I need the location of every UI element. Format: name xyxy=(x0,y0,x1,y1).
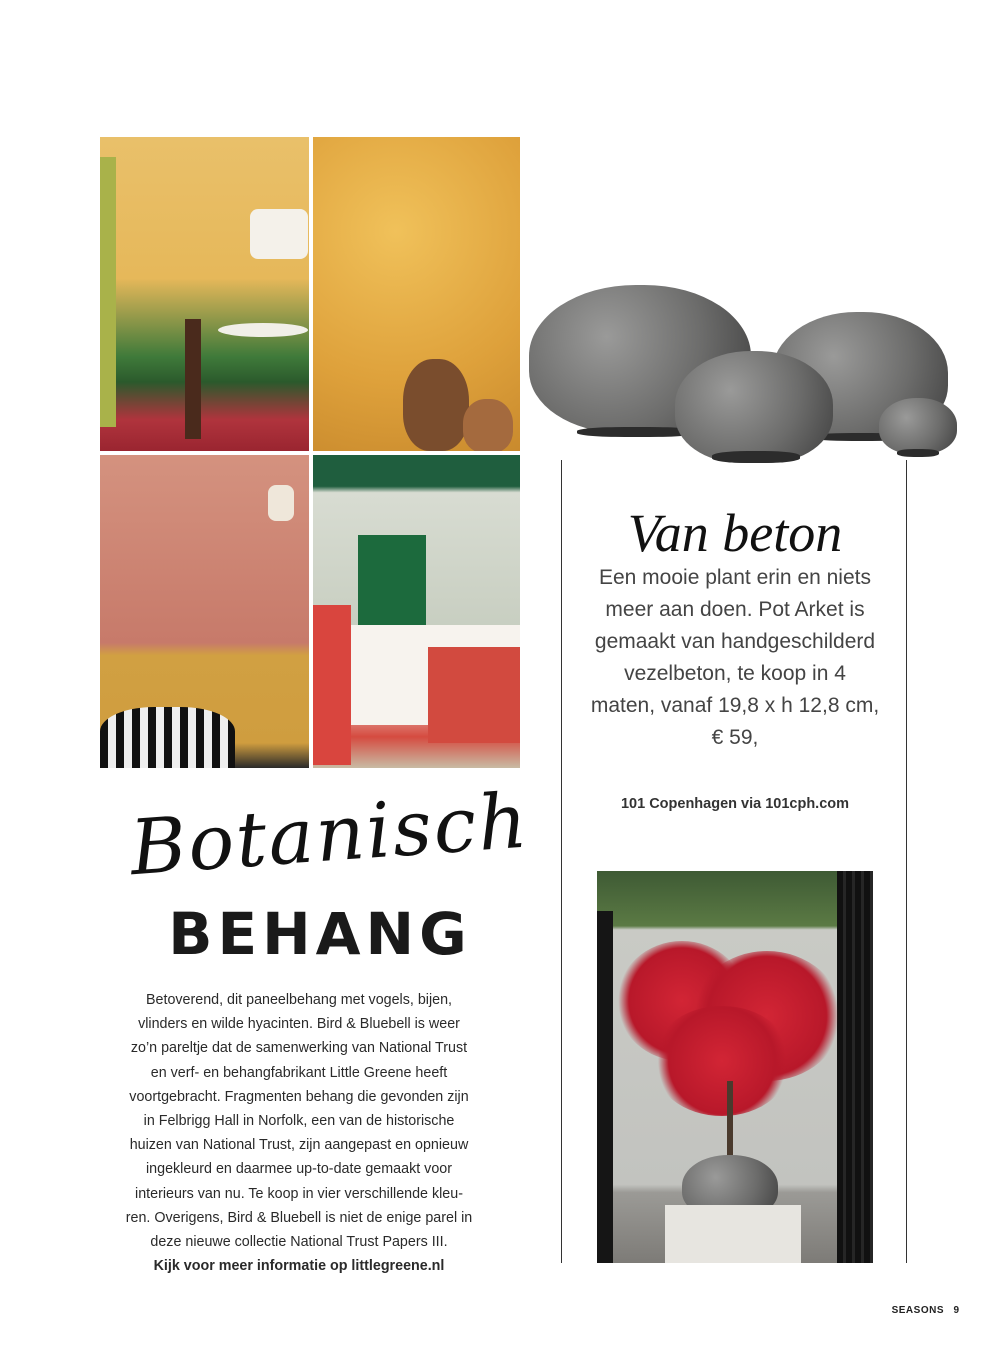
pot-mini xyxy=(879,398,957,454)
product-description: Een mooie plant erin en niets meer aan doen. Pot Arket is gemaakt van handgeschilderd vezelbeton, te koop in 4 maten, vanaf 19,8 x h 12,8 cm, € 59, xyxy=(590,566,880,749)
tree-trunk xyxy=(727,1081,733,1161)
chair xyxy=(185,319,201,439)
ceramic-jug xyxy=(463,399,513,451)
pot-small xyxy=(675,351,833,463)
column-rule-left xyxy=(561,460,562,1263)
wall-lamp xyxy=(268,485,294,521)
foliage-lower xyxy=(652,1006,792,1116)
wallpaper-photo-yellow-damask xyxy=(313,137,520,451)
script-title: Botanisch xyxy=(127,775,532,893)
door-edge xyxy=(100,157,116,427)
article-title: BEHANG xyxy=(168,900,472,968)
round-table xyxy=(218,323,308,337)
plinth xyxy=(665,1205,801,1263)
product-source: 101 Copenhagen via 101cph.com xyxy=(620,796,850,812)
magazine-name: SEASONS xyxy=(891,1305,944,1316)
fence-left xyxy=(597,911,613,1263)
more-info-link-text: Kijk voor meer informatie op littlegreene.nl xyxy=(153,1258,445,1275)
pendant-lamp xyxy=(250,209,308,259)
product-title: Van beton xyxy=(627,503,843,563)
red-throw xyxy=(428,647,520,743)
wallpaper-photo-green-toile-bedroom xyxy=(313,455,520,768)
red-maple-in-pot-photo xyxy=(597,871,873,1263)
red-headboard xyxy=(313,605,351,765)
concrete-pots-image xyxy=(527,285,967,470)
column-rule-right xyxy=(906,460,907,1263)
pot-small-base xyxy=(712,451,800,463)
ceramic-vase xyxy=(403,359,469,451)
fence-right xyxy=(837,871,873,1263)
pot-mini-base xyxy=(897,449,939,457)
wallpaper-photo-garden-room xyxy=(100,137,309,451)
page-number: 9 xyxy=(953,1305,959,1316)
wallpaper-photo-pink-floral xyxy=(100,455,309,768)
article-body-text: Betoverend, dit paneelbehang met vogels, bijen, vlinders en wilde hyacinten. Bird & Bluebell is weer zo’n pareltje dat de samenwerking van National Trust en verf- en behangfabrikant Little Greene heeft voortgebracht. Fragmenten behang die gevonden zijn in Felbrigg Hall in Norfolk, een van de historische huizen van National Trust, zijn aangepast en opnieuw ingekleurd en daarmee up-to-date gemaakt voor interieurs van nu. Te koop in vier verschillende kleu-ren. Overigens, Bird & Bluebell is niet de enige parel in deze nieuwe collectie National Trust Papers III. xyxy=(125,992,473,1251)
striped-table xyxy=(100,707,235,768)
article-body xyxy=(124,988,474,1278)
